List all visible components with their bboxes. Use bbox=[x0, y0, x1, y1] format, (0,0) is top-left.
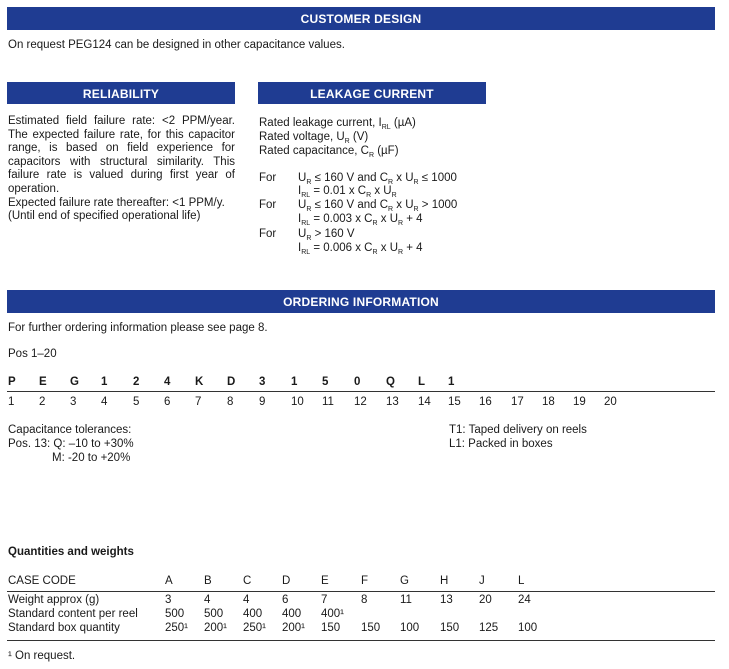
table-cell: 13 bbox=[440, 594, 453, 606]
row-label: Weight approx (g) bbox=[8, 594, 100, 606]
reliability-line: Expected failure rate thereafter: <1 PPM/y. bbox=[8, 196, 225, 209]
code-letter: Q bbox=[386, 376, 395, 388]
table-cell: 200¹ bbox=[204, 622, 228, 634]
case-code: L bbox=[518, 575, 525, 587]
reliability-header: RELIABILITY bbox=[7, 82, 235, 104]
table-cell: 500 bbox=[165, 608, 185, 620]
case-code: H bbox=[440, 575, 449, 587]
case-code-label: CASE CODE bbox=[8, 575, 76, 587]
row-label: Standard box quantity bbox=[8, 622, 120, 634]
table-cell: 100 bbox=[518, 622, 538, 634]
code-letter: 5 bbox=[322, 376, 329, 388]
position-number: 6 bbox=[164, 396, 171, 408]
position-number: 1 bbox=[8, 396, 15, 408]
position-number: 8 bbox=[227, 396, 234, 408]
table-cell: 4 bbox=[243, 594, 250, 606]
case-code: E bbox=[321, 575, 329, 587]
leakage-for-3: For bbox=[259, 228, 277, 240]
case-code: B bbox=[204, 575, 212, 587]
quantities-title: Quantities and weights bbox=[8, 546, 134, 558]
table-cell: 400 bbox=[282, 608, 302, 620]
box-quantity-row bbox=[8, 622, 708, 636]
position-number: 12 bbox=[354, 396, 367, 408]
leakage-def-voltage: Rated voltage, $U_R$ (V) bbox=[259, 131, 369, 145]
table-cell: 250¹ bbox=[243, 622, 267, 634]
leakage-current-header: LEAKAGE CURRENT bbox=[258, 82, 486, 104]
position-number: 17 bbox=[511, 396, 524, 408]
code-letter: G bbox=[70, 376, 79, 388]
code-letter: 1 bbox=[101, 376, 108, 388]
reliability-line: (Until end of specified operational life) bbox=[8, 210, 201, 223]
table-cell: 500 bbox=[204, 608, 224, 620]
table-cell: 150 bbox=[361, 622, 381, 634]
leakage-for-2: For bbox=[259, 199, 277, 211]
position-number: 14 bbox=[418, 396, 431, 408]
table-cell: 250¹ bbox=[165, 622, 189, 634]
tolerance-q: Pos. 13: Q: –10 to +30% bbox=[8, 438, 134, 450]
code-letter: K bbox=[195, 376, 204, 388]
table-cell: 150 bbox=[321, 622, 341, 634]
table-cell: 11 bbox=[400, 594, 412, 606]
leakage-formula-1: $I_{RL} = 0.01$ x $C_R$ x $U_R$ bbox=[298, 185, 397, 199]
position-number: 2 bbox=[39, 396, 46, 408]
position-number: 4 bbox=[101, 396, 108, 408]
position-number: 15 bbox=[448, 396, 461, 408]
customer-design-text: On request PEG124 can be designed in other capacitance values. bbox=[8, 39, 345, 51]
table-cell: 100 bbox=[400, 622, 420, 634]
reliability-text bbox=[8, 115, 235, 224]
reliability-line: capacitors with structural similarity. This bbox=[8, 155, 235, 168]
code-letter: 3 bbox=[259, 376, 266, 388]
reliability-line: Estimated field failure rate: <2 PPM/year. bbox=[8, 115, 235, 127]
reel-content-row bbox=[8, 608, 708, 622]
position-number: 10 bbox=[291, 396, 304, 408]
ordering-divider bbox=[7, 391, 715, 392]
case-code: C bbox=[243, 575, 252, 587]
case-code: F bbox=[361, 575, 369, 587]
row-label: Standard content per reel bbox=[8, 608, 138, 620]
code-letter: 0 bbox=[354, 376, 361, 388]
position-number: 13 bbox=[386, 396, 399, 408]
tolerance-m: M: -20 to +20% bbox=[52, 452, 131, 464]
ordering-code-row bbox=[8, 376, 708, 390]
case-code: J bbox=[479, 575, 485, 587]
table-cell: 200¹ bbox=[282, 622, 306, 634]
reliability-line: range, is based on field experience for bbox=[8, 142, 235, 155]
table-cell: 150 bbox=[440, 622, 460, 634]
table-cell: 24 bbox=[518, 594, 531, 606]
ordering-pos-label: Pos 1–20 bbox=[8, 348, 57, 360]
code-letter: 1 bbox=[291, 376, 298, 388]
case-code-row bbox=[8, 575, 708, 589]
weight-row bbox=[8, 594, 708, 608]
reliability-line: failure rate is valued during first year of bbox=[8, 169, 235, 182]
case-code: A bbox=[165, 575, 173, 587]
table-cell: 20 bbox=[479, 594, 492, 606]
position-number: 5 bbox=[133, 396, 140, 408]
leakage-condition-2: $U_R \le 160$ V and $C_R$ x $U_R > 1000$ bbox=[298, 199, 458, 213]
table-cell: 4 bbox=[204, 594, 211, 606]
leakage-condition-3: $U_R > 160$ V bbox=[298, 228, 355, 242]
leakage-for-1: For bbox=[259, 172, 277, 184]
ordering-information-header: ORDERING INFORMATION bbox=[7, 290, 715, 313]
position-number: 19 bbox=[573, 396, 586, 408]
code-letter: L bbox=[418, 376, 426, 388]
leakage-definitions bbox=[259, 116, 416, 158]
reliability-line: The expected failure rate, for this capacitor bbox=[8, 128, 235, 141]
ordering-further-info: For further ordering information please see page 8. bbox=[8, 322, 268, 334]
table-cell: 400¹ bbox=[321, 608, 345, 620]
case-code: G bbox=[400, 575, 409, 587]
code-letter: D bbox=[227, 376, 236, 388]
leakage-def-capacitance: Rated capacitance, $C_R$ (µF) bbox=[259, 145, 399, 159]
position-number: 11 bbox=[322, 396, 334, 408]
position-number: 20 bbox=[604, 396, 617, 408]
position-number: 9 bbox=[259, 396, 266, 408]
code-letter: 2 bbox=[133, 376, 140, 388]
tolerance-title: Capacitance tolerances: bbox=[8, 424, 132, 436]
quantities-footnote: ¹ On request. bbox=[8, 650, 76, 662]
reliability-line: operation. bbox=[8, 182, 60, 195]
packaging-t1: T1: Taped delivery on reels bbox=[449, 424, 587, 436]
case-code: D bbox=[282, 575, 291, 587]
position-number: 3 bbox=[70, 396, 77, 408]
position-number: 16 bbox=[479, 396, 492, 408]
table-cell: 8 bbox=[361, 594, 368, 606]
leakage-formula-2: $I_{RL} = 0.003$ x $C_R$ x $U_R + 4$ bbox=[298, 213, 423, 227]
code-letter: 4 bbox=[164, 376, 171, 388]
code-letter: E bbox=[39, 376, 47, 388]
leakage-condition-1: $U_R \le 160$ V and $C_R$ x $U_R \le 1000$ bbox=[298, 172, 457, 186]
position-number: 18 bbox=[542, 396, 555, 408]
packaging-l1: L1: Packed in boxes bbox=[449, 438, 553, 450]
ordering-positions-row bbox=[8, 396, 708, 410]
table-cell: 7 bbox=[321, 594, 328, 606]
position-number: 7 bbox=[195, 396, 202, 408]
leakage-def-current: Rated leakage current, $I_{RL}$ (µA) bbox=[259, 117, 416, 131]
table-cell: 3 bbox=[165, 594, 172, 606]
table-cell: 6 bbox=[282, 594, 289, 606]
code-letter: 1 bbox=[448, 376, 455, 388]
table-cell: 400 bbox=[243, 608, 263, 620]
quantities-divider-top bbox=[7, 591, 715, 592]
code-letter: P bbox=[8, 376, 16, 388]
table-cell: 125 bbox=[479, 622, 499, 634]
customer-design-header: CUSTOMER DESIGN bbox=[7, 7, 715, 30]
leakage-formula-3: $I_{RL} = 0.006$ x $C_R$ x $U_R + 4$ bbox=[298, 242, 423, 256]
quantities-divider-bottom bbox=[7, 640, 715, 641]
